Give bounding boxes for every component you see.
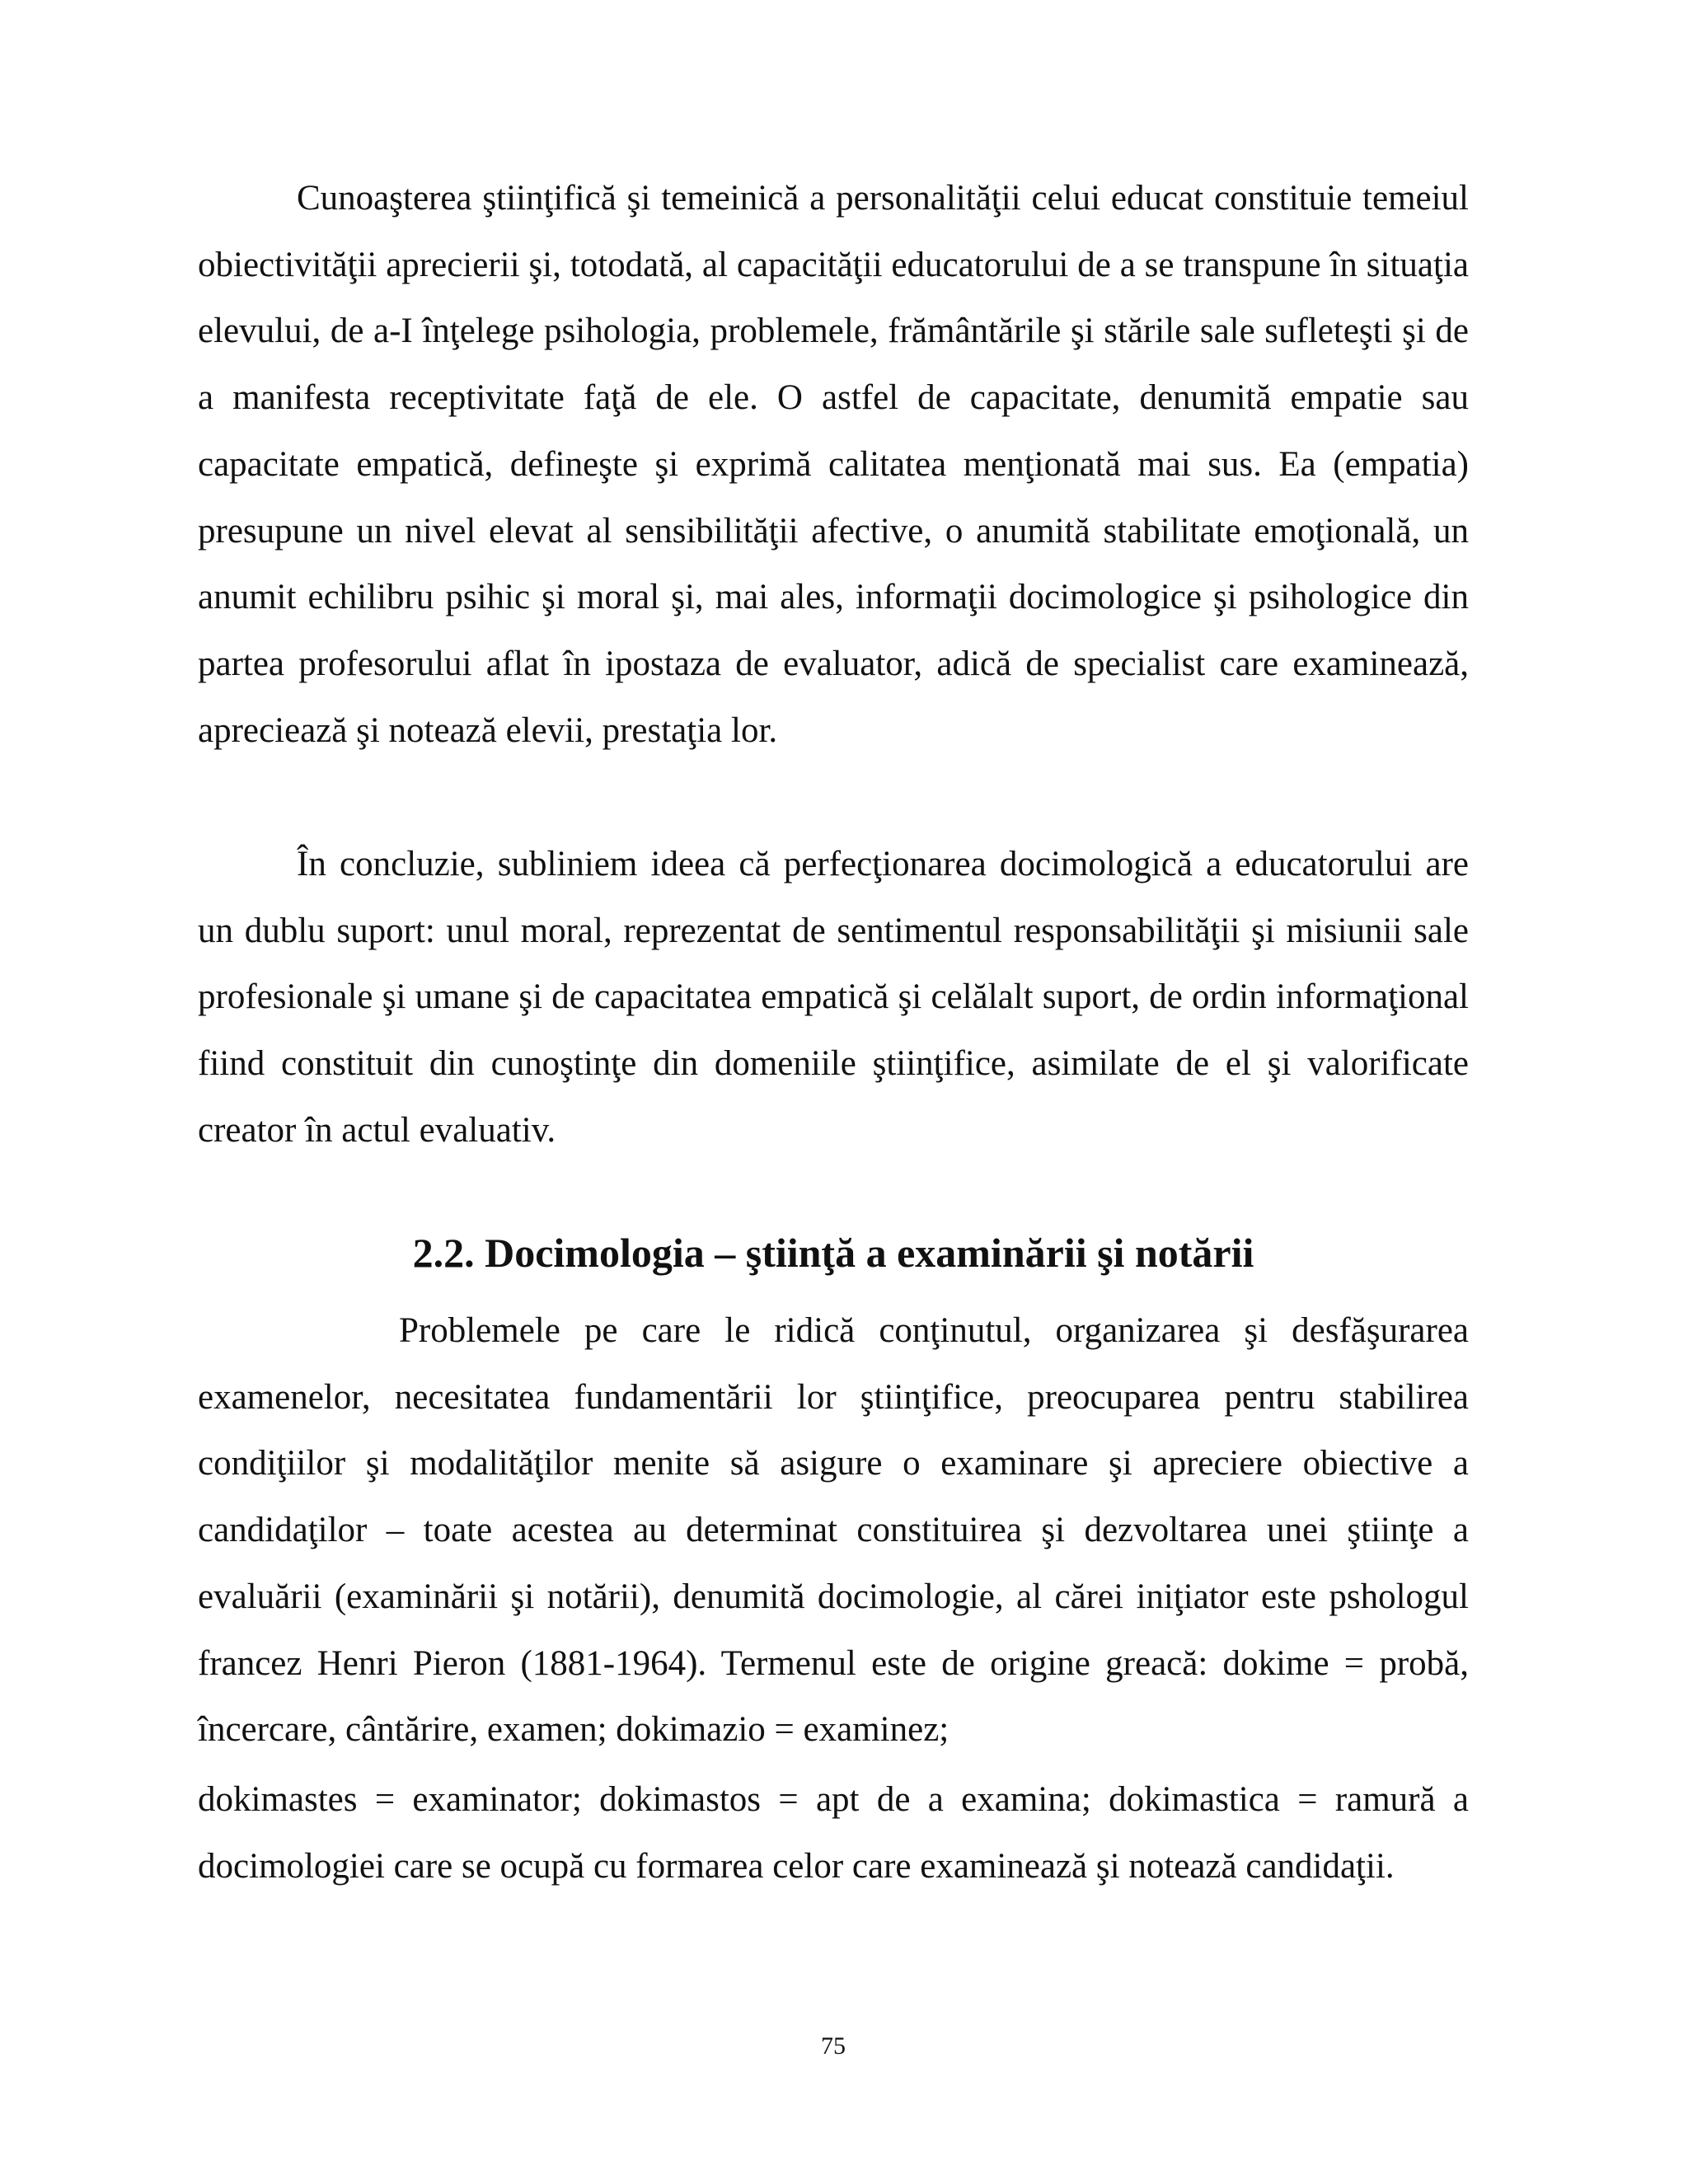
paragraph-docimology-terms: dokimastes = examinator; dokimastos = apt de a examina; dokimastica = ramură a docimologiei care se ocupă cu formarea celor care examinează şi notează candidaţii.	[198, 1780, 1469, 1886]
paragraph-docimology-intro: Problemele pe care le ridică conţinutul, organizarea şi desfăşurarea examenelor, necesitatea fundamentării lor ştiinţifice, preocuparea pentru stabilirea condiţiilor şi modalităţilor menite să asigure o examinare şi apreciere obiective a candidaţilor – toate acestea au determinat constituirea şi dezvoltarea unei ştiinţe a evaluării (examinării şi notării), denumită docimologie, al cărei iniţiator este pshologul francez Henri Pieron (1881-1964). Termenul este de origine greacă: dokime = probă, încercare, cântărire, examen; dokimazio = examinez;	[198, 1311, 1469, 1750]
paragraph-conclusion: În concluzie, subliniem ideea că perfecţionarea docimologică a educatorului are un dublu suport: unul moral, reprezentat de sentimentul responsabilităţii şi misiunii sale profesionale şi umane şi de capacitatea empatică şi celălalt suport, de ordin informaţional fiind constituit din cunoştinţe din domeniile ştiinţifice, asimilate de el şi valorificate creator în actul evaluativ.	[198, 845, 1469, 1150]
paragraph-empathy: Cunoaşterea ştiinţifică şi temeinică a personalităţii celui educat constituie temeiul obiectivităţii aprecierii şi, totodată, al capacităţii educatorului de a se transpune în situaţia elevului, de a-I înţelege psihologia, problemele, frământările şi stările sale sufleteşti şi de a manifesta receptivitate faţă de ele. O astfel de capacitate, denumită empatie sau capacitate empatică, defineşte şi exprimă calitatea menţionată mai sus. Ea (empatia) presupune un nivel elevat al sensibilităţii afective, o anumită stabilitate emoţională, un anumit echilibru psihic şi moral şi, mai ales, informaţii docimologice şi psihologice din partea profesorului aflat în ipostaza de evaluator, adică de specialist care examinează, apreciează şi notează elevii, prestaţia lor.	[198, 179, 1469, 750]
page-number: 75	[821, 2032, 846, 2060]
document-page	[198, 0, 1469, 2184]
section-heading: 2.2. Docimologia – ştiinţă a examinării şi notării	[412, 1230, 1254, 1276]
